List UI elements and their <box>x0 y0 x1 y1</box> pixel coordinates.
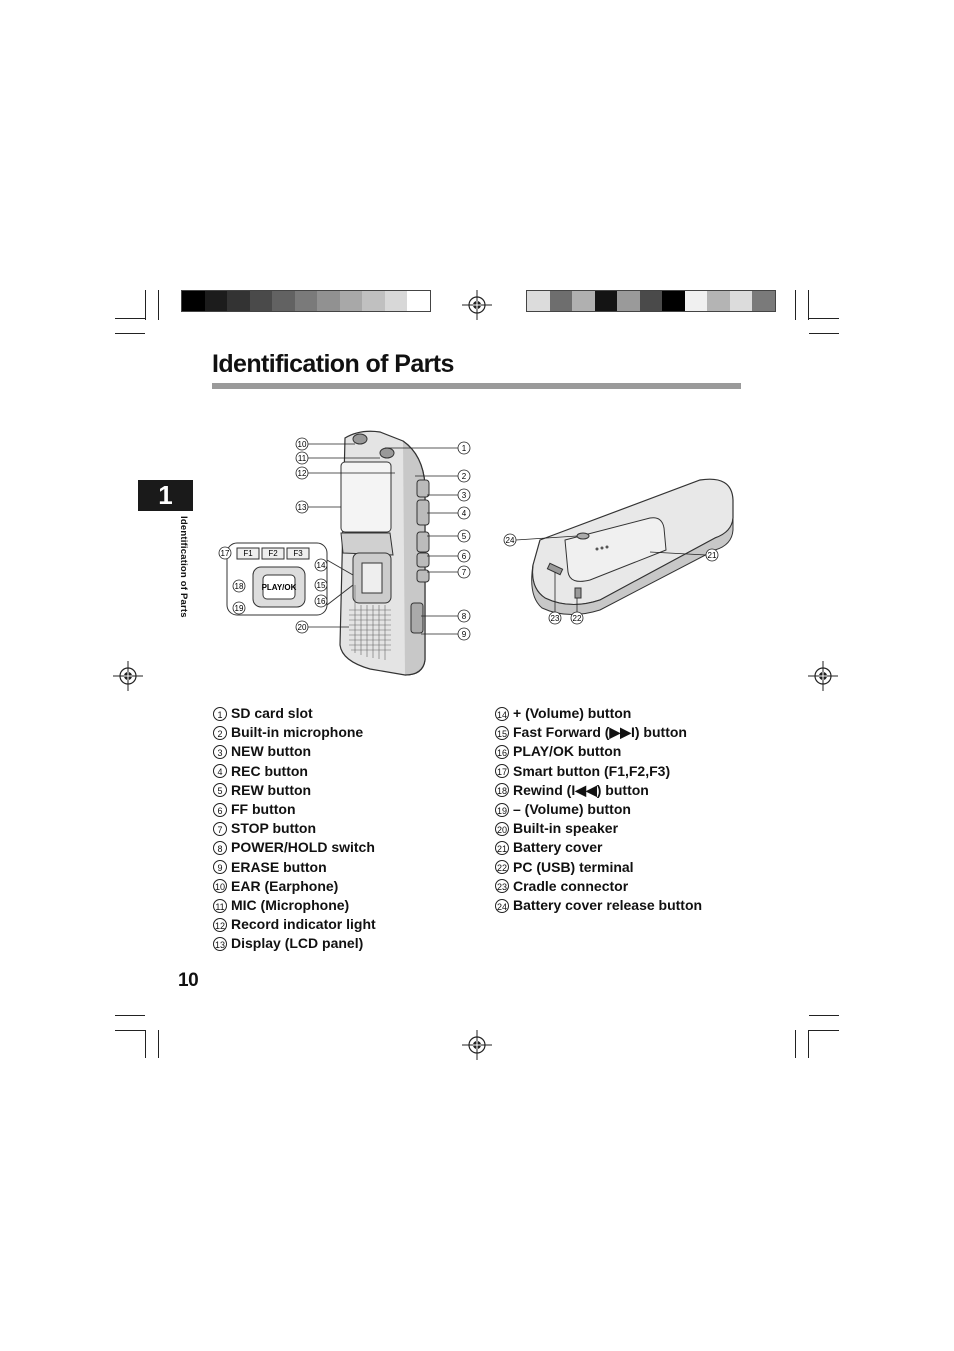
item-label: EAR (Earphone) <box>231 877 339 894</box>
item-number-icon: 16 <box>495 745 509 759</box>
color-swatch <box>250 291 273 311</box>
svg-text:F1: F1 <box>243 549 253 558</box>
svg-text:3: 3 <box>461 491 467 500</box>
item-number-icon: 12 <box>213 918 227 932</box>
svg-text:13: 13 <box>297 503 307 512</box>
color-swatch <box>617 291 640 311</box>
list-item <box>213 877 376 896</box>
crop-mark <box>808 290 809 320</box>
lcd-display <box>341 462 391 532</box>
svg-text:F2: F2 <box>268 549 278 558</box>
list-item <box>495 838 702 857</box>
item-label: POWER/HOLD switch <box>231 839 375 856</box>
svg-text:4: 4 <box>461 509 467 518</box>
usb-terminal <box>575 588 581 598</box>
item-label: Built-in microphone <box>231 724 364 741</box>
svg-text:22: 22 <box>572 614 582 623</box>
crop-mark <box>795 1030 796 1058</box>
list-item <box>495 858 702 877</box>
item-number-icon: 5 <box>213 783 227 797</box>
svg-text:2: 2 <box>461 472 467 481</box>
svg-text:10: 10 <box>297 440 307 449</box>
item-label: STOP button <box>231 820 317 837</box>
list-item <box>213 896 376 915</box>
crop-mark <box>115 333 145 334</box>
crop-mark <box>115 318 145 319</box>
color-swatch <box>640 291 663 311</box>
battery-release-button <box>577 533 589 539</box>
page-number: 10 <box>178 970 199 991</box>
registration-target-icon <box>462 290 492 320</box>
svg-text:14: 14 <box>316 561 326 570</box>
color-swatch <box>407 291 430 311</box>
item-number-icon: 6 <box>213 803 227 817</box>
item-number-icon: 21 <box>495 841 509 855</box>
color-swatch <box>685 291 708 311</box>
list-item <box>495 800 702 819</box>
color-swatch <box>752 291 775 311</box>
item-label: REW button <box>231 781 312 798</box>
color-swatch <box>227 291 250 311</box>
recorder-front-diagram <box>215 425 485 680</box>
title-underline <box>212 383 741 389</box>
side-chapter-label: Identification of Parts <box>178 516 189 618</box>
item-number-icon: 23 <box>495 879 509 893</box>
item-number-icon: 10 <box>213 879 227 893</box>
item-label: – (Volume) button <box>513 801 631 818</box>
svg-text:11: 11 <box>297 454 307 463</box>
item-label: Fast Forward (▶▶I) button <box>513 724 687 741</box>
item-number-icon: 4 <box>213 764 227 778</box>
list-item <box>213 858 376 877</box>
registration-target-icon <box>113 661 143 691</box>
item-label: MIC (Microphone) <box>231 897 350 914</box>
item-label: Rewind (I◀◀) button <box>513 781 649 798</box>
list-item <box>213 762 376 781</box>
color-swatch <box>730 291 753 311</box>
list-item <box>495 781 702 800</box>
svg-text:PLAY/OK: PLAY/OK <box>261 583 297 592</box>
item-label: PLAY/OK button <box>513 743 622 760</box>
item-label: Cradle connector <box>513 877 629 894</box>
list-item <box>213 838 376 857</box>
list-item <box>213 723 376 742</box>
svg-text:18: 18 <box>234 582 244 591</box>
list-item <box>495 762 702 781</box>
crop-mark <box>158 1030 159 1058</box>
crop-mark <box>809 333 839 334</box>
item-label: ERASE button <box>231 858 327 875</box>
list-item <box>213 781 376 800</box>
svg-text:9: 9 <box>461 630 467 639</box>
color-swatch <box>340 291 363 311</box>
list-item <box>495 896 702 915</box>
item-label: Display (LCD panel) <box>231 935 364 952</box>
crop-mark <box>809 318 839 319</box>
color-swatch <box>662 291 685 311</box>
svg-text:20: 20 <box>297 623 307 632</box>
list-item <box>213 800 376 819</box>
svg-text:1: 1 <box>461 444 467 453</box>
item-number-icon: 1 <box>213 707 227 721</box>
crop-mark <box>158 290 159 320</box>
item-number-icon: 20 <box>495 822 509 836</box>
svg-text:19: 19 <box>234 604 244 613</box>
color-bar-right <box>526 290 776 312</box>
item-label: Battery cover <box>513 839 603 856</box>
color-swatch <box>527 291 550 311</box>
rew-button <box>417 532 429 552</box>
item-number-icon: 18 <box>495 783 509 797</box>
item-label: PC (USB) terminal <box>513 858 634 875</box>
color-swatch <box>182 291 205 311</box>
svg-text:12: 12 <box>297 469 307 478</box>
item-label: SD card slot <box>231 705 313 721</box>
svg-text:F3: F3 <box>293 549 303 558</box>
svg-text:8: 8 <box>461 612 467 621</box>
item-number-icon: 17 <box>495 764 509 778</box>
item-label: Built-in speaker <box>513 820 619 837</box>
item-number-icon: 3 <box>213 745 227 759</box>
crop-mark <box>115 1030 145 1031</box>
color-swatch <box>272 291 295 311</box>
item-label: Battery cover release button <box>513 897 703 914</box>
item-label: REC button <box>231 762 308 779</box>
crop-mark <box>809 1015 839 1016</box>
crop-mark <box>145 1030 146 1058</box>
crop-mark <box>145 290 146 320</box>
page-title: Identification of Parts <box>212 350 454 378</box>
mic-jack-icon <box>380 448 394 458</box>
ear-jack-icon <box>353 434 367 444</box>
item-label: FF button <box>231 801 296 818</box>
crop-mark <box>795 290 796 320</box>
recorder-back-diagram <box>500 470 740 630</box>
color-swatch <box>572 291 595 311</box>
svg-text:7: 7 <box>461 568 467 577</box>
color-swatch <box>707 291 730 311</box>
item-label: NEW button <box>231 743 312 760</box>
power-hold-switch <box>411 603 423 633</box>
ff-button <box>417 553 429 567</box>
list-item <box>213 915 376 934</box>
svg-text:15: 15 <box>316 581 326 590</box>
color-swatch <box>362 291 385 311</box>
svg-text:24: 24 <box>505 536 515 545</box>
item-number-icon: 22 <box>495 860 509 874</box>
list-item <box>213 819 376 838</box>
registration-target-icon <box>462 1030 492 1060</box>
svg-text:5: 5 <box>461 532 467 541</box>
item-number-icon: 15 <box>495 726 509 740</box>
item-number-icon: 13 <box>213 937 227 951</box>
color-swatch <box>385 291 408 311</box>
list-item <box>213 934 376 953</box>
smart-buttons <box>341 533 393 555</box>
item-number-icon: 2 <box>213 726 227 740</box>
chapter-tab: 1 <box>138 480 193 511</box>
parts-list-left <box>213 704 376 954</box>
color-swatch <box>295 291 318 311</box>
item-label: Smart button (F1,F2,F3) <box>513 762 671 779</box>
registration-target-icon <box>808 661 838 691</box>
list-item <box>495 877 702 896</box>
color-swatch <box>205 291 228 311</box>
svg-text:6: 6 <box>461 552 467 561</box>
list-item <box>495 819 702 838</box>
svg-text:16: 16 <box>316 597 326 606</box>
crop-mark <box>808 1030 809 1058</box>
color-bar-left <box>181 290 431 312</box>
list-item <box>495 742 702 761</box>
svg-text:23: 23 <box>550 614 560 623</box>
list-item <box>213 704 376 723</box>
color-swatch <box>595 291 618 311</box>
item-number-icon: 14 <box>495 707 509 721</box>
crop-mark <box>809 1030 839 1031</box>
item-number-icon: 8 <box>213 841 227 855</box>
item-label: + (Volume) button <box>513 705 632 721</box>
crop-mark <box>115 1015 145 1016</box>
item-number-icon: 11 <box>213 899 227 913</box>
color-swatch <box>317 291 340 311</box>
list-item <box>495 723 702 742</box>
parts-list-right <box>495 704 702 915</box>
item-label: Record indicator light <box>231 916 376 933</box>
item-number-icon: 19 <box>495 803 509 817</box>
svg-text:17: 17 <box>220 549 230 558</box>
rec-button <box>417 500 429 525</box>
item-number-icon: 9 <box>213 860 227 874</box>
item-number-icon: 7 <box>213 822 227 836</box>
list-item <box>495 704 702 723</box>
item-number-icon: 24 <box>495 899 509 913</box>
list-item <box>213 742 376 761</box>
svg-text:21: 21 <box>707 551 717 560</box>
color-swatch <box>550 291 573 311</box>
new-button <box>417 480 429 497</box>
